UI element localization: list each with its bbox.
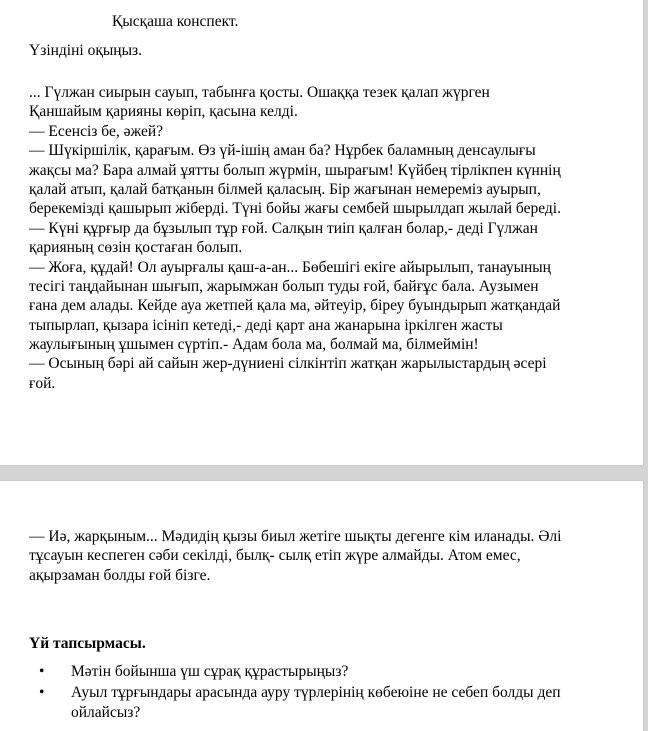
list-item (29, 683, 561, 722)
page-title: Қысқаша конспект. (112, 13, 239, 30)
bullet-icon: • (39, 663, 45, 680)
text-line: — Иә, жарқыным... Мәдидің қызы биыл жетіге шықты дегенге кім иланады. Әлі (29, 528, 562, 545)
text-line: қарияның сөзін қостаған болып. (29, 239, 243, 257)
text-line: берекемізді қашырып жіберді. Түні бойы жағы сембей шырылдап жылай береді. (29, 200, 561, 218)
document-page-2 (0, 480, 644, 731)
homework-item-text: ойлайсыз? (71, 703, 141, 721)
text-line: — Жоға, құдай! Ол ауырғалы қаш-а-ан... Бөбешігі екіге айырылып, танауының (29, 258, 551, 276)
homework-item-text: Ауыл тұрғындары арасында ауру түрлерінің көбеюіне не себеп болды деп (71, 684, 561, 702)
text-line: жақсы ма? Бара алмай ұятты болып жүрмін, шырағым! Күйбең тірлікпен күннің (29, 161, 561, 179)
text-line: Қаншайым қарияны көріп, қасына келді. (29, 103, 298, 121)
text-line: ғана дем алады. Кейде ауа жетпей қала ма, әйтеуір, біреу буындырып жатқандай (29, 297, 561, 315)
bullet-icon: • (39, 684, 45, 702)
text-line: ... Гүлжан сиырын сауып, табынға қосты. Ошаққа тезек қалап жүрген (29, 84, 490, 101)
text-line: — Есенсіз бе, әжей? (29, 122, 164, 140)
text-line: ақырзаман болды ғой бізге. (29, 566, 211, 584)
homework-item-text: Мәтін бойынша үш сұрақ құрастырыңыз? (71, 663, 349, 680)
text-line: тыпырлап, қызара ісініп кетеді,- деді қарт ана жанарына іркілген жасты (29, 316, 503, 334)
homework-heading: Үй тапсырмасы. (29, 635, 146, 652)
homework-list (29, 662, 561, 722)
list-item (29, 662, 561, 681)
text-line: жаулығының ұшымен сүртіп.- Адам бола ма, болмай ма, білмеймін! (29, 336, 479, 354)
text-line: тесігі таңдайынан шығып, жарымжан болып туды ғой, байғұс бала. Аузымен (29, 277, 539, 295)
text-line: — Осының бәрі ай сайын жер-дүниені сілкінтіп жатқан жарылыстардың әсері (29, 355, 547, 373)
excerpt-continuation (29, 527, 561, 585)
text-line: — Күні құрғыр да бұзылып тұр ғой. Салқын тиіп қалған болар,- деді Гүлжан (29, 219, 538, 237)
text-line: қалай атып, қалай батқанын білмей қаласың. Бір жағынан немереміз ауырып, (29, 180, 541, 198)
text-line: тұсауын кеспеген сәби секілді, былқ- сылқ етіп жүре алмайды. Атом емес, (29, 547, 521, 565)
instruction-text: Үзіндіні оқыңыз. (29, 42, 142, 59)
text-line: ғой. (29, 374, 56, 392)
excerpt-text (29, 83, 561, 393)
text-line: — Шүкіршілік, қарағым. Өз үй-ішің аман ба? Нұрбек баламның денсаулығы (29, 142, 536, 160)
